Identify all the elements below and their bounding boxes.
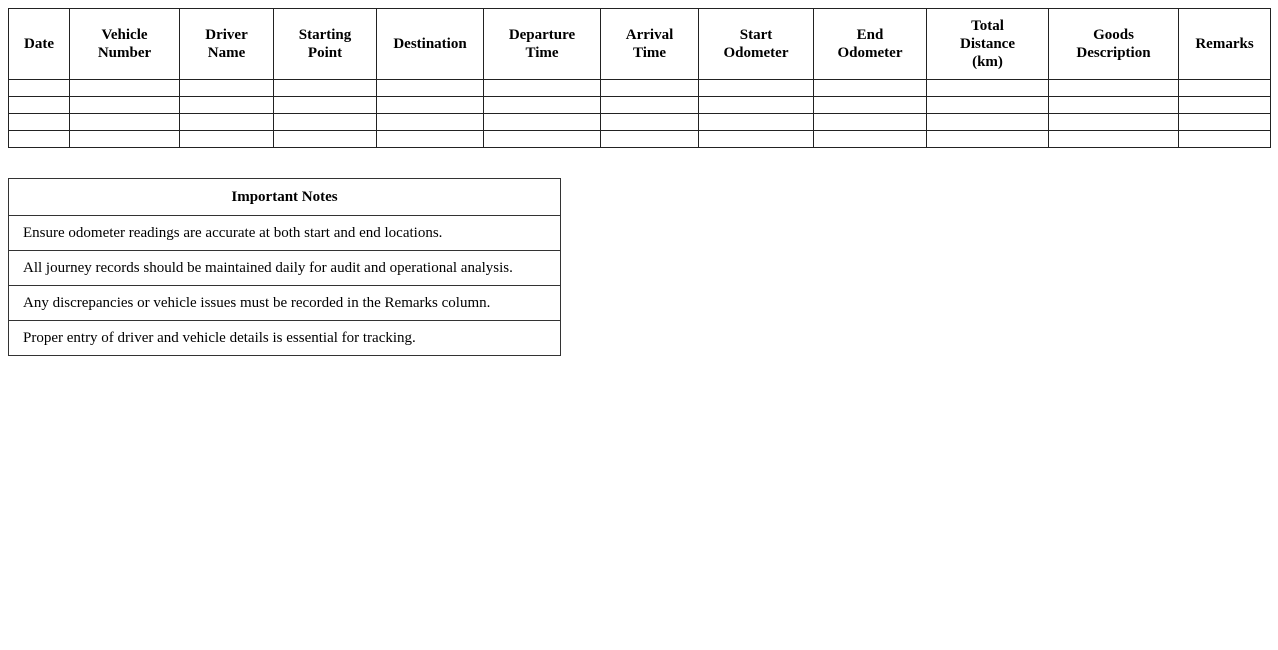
log-entry-cell[interactable] xyxy=(927,114,1049,131)
column-header-driver-name: Driver Name xyxy=(180,9,274,80)
column-header-destination: Destination xyxy=(377,9,484,80)
column-header-departure-time: Departure Time xyxy=(484,9,601,80)
log-entry-cell[interactable] xyxy=(9,114,70,131)
log-entry-cell[interactable] xyxy=(601,97,699,114)
notes-header-row xyxy=(9,179,561,216)
column-header-end-odometer: End Odometer xyxy=(814,9,927,80)
log-entry-cell[interactable] xyxy=(9,80,70,97)
log-entry-cell[interactable] xyxy=(484,131,601,148)
log-entry-cell[interactable] xyxy=(180,80,274,97)
log-entry-cell[interactable] xyxy=(1179,80,1271,97)
log-entry-row xyxy=(9,97,1271,114)
log-entry-cell[interactable] xyxy=(1179,97,1271,114)
log-entry-cell[interactable] xyxy=(377,114,484,131)
log-entry-cell[interactable] xyxy=(70,97,180,114)
log-entry-cell[interactable] xyxy=(814,97,927,114)
log-entry-cell[interactable] xyxy=(1179,131,1271,148)
log-entry-row xyxy=(9,131,1271,148)
log-entry-cell[interactable] xyxy=(699,97,814,114)
note-item: Ensure odometer readings are accurate at both start and end locations. xyxy=(9,216,561,251)
column-header-vehicle-number: Vehicle Number xyxy=(70,9,180,80)
notes-title: Important Notes xyxy=(9,179,561,216)
log-entry-cell[interactable] xyxy=(601,80,699,97)
log-entry-cell[interactable] xyxy=(274,114,377,131)
note-row xyxy=(9,321,561,356)
log-entry-cell[interactable] xyxy=(9,97,70,114)
log-entry-cell[interactable] xyxy=(927,80,1049,97)
column-header-start-odometer: Start Odometer xyxy=(699,9,814,80)
log-entry-cell[interactable] xyxy=(180,131,274,148)
log-entry-cell[interactable] xyxy=(484,97,601,114)
log-entry-cell[interactable] xyxy=(814,80,927,97)
log-entry-cell[interactable] xyxy=(274,131,377,148)
log-entry-cell[interactable] xyxy=(274,80,377,97)
log-entry-cell[interactable] xyxy=(601,131,699,148)
log-entry-cell[interactable] xyxy=(180,114,274,131)
log-entry-cell[interactable] xyxy=(1049,80,1179,97)
log-entry-cell[interactable] xyxy=(377,131,484,148)
log-entry-cell[interactable] xyxy=(70,114,180,131)
important-notes-table xyxy=(8,178,561,356)
log-entry-cell[interactable] xyxy=(377,97,484,114)
log-entry-cell[interactable] xyxy=(699,131,814,148)
log-table-body xyxy=(9,80,1271,148)
log-entry-cell[interactable] xyxy=(484,80,601,97)
note-row xyxy=(9,251,561,286)
log-entry-cell[interactable] xyxy=(814,114,927,131)
log-entry-cell[interactable] xyxy=(1049,97,1179,114)
vehicle-log-table xyxy=(8,8,1271,148)
note-item: All journey records should be maintained daily for audit and operational analysis. xyxy=(9,251,561,286)
log-entry-cell[interactable] xyxy=(70,131,180,148)
log-entry-cell[interactable] xyxy=(927,131,1049,148)
log-entry-cell[interactable] xyxy=(927,97,1049,114)
log-entry-cell[interactable] xyxy=(377,80,484,97)
header-row xyxy=(9,9,1271,80)
log-entry-cell[interactable] xyxy=(70,80,180,97)
column-header-starting-point: Starting Point xyxy=(274,9,377,80)
log-entry-cell[interactable] xyxy=(180,97,274,114)
log-entry-cell[interactable] xyxy=(484,114,601,131)
column-header-total-distance: Total Distance (km) xyxy=(927,9,1049,80)
log-entry-cell[interactable] xyxy=(601,114,699,131)
log-entry-row xyxy=(9,114,1271,131)
log-entry-cell[interactable] xyxy=(1049,131,1179,148)
log-entry-cell[interactable] xyxy=(699,80,814,97)
column-header-remarks: Remarks xyxy=(1179,9,1271,80)
note-item: Proper entry of driver and vehicle details is essential for tracking. xyxy=(9,321,561,356)
log-entry-cell[interactable] xyxy=(274,97,377,114)
log-entry-row xyxy=(9,80,1271,97)
log-entry-cell[interactable] xyxy=(1179,114,1271,131)
log-entry-cell[interactable] xyxy=(699,114,814,131)
note-item: Any discrepancies or vehicle issues must be recorded in the Remarks column. xyxy=(9,286,561,321)
column-header-date: Date xyxy=(9,9,70,80)
log-entry-cell[interactable] xyxy=(9,131,70,148)
column-header-goods-description: Goods Description xyxy=(1049,9,1179,80)
log-entry-cell[interactable] xyxy=(814,131,927,148)
column-header-arrival-time: Arrival Time xyxy=(601,9,699,80)
note-row xyxy=(9,216,561,251)
note-row xyxy=(9,286,561,321)
log-entry-cell[interactable] xyxy=(1049,114,1179,131)
